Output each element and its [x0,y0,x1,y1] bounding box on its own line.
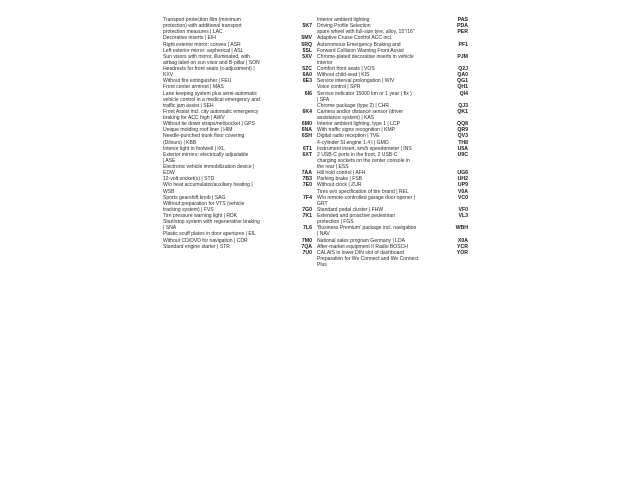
option-description-line: Needle-punched trunk floor covering [163,133,245,140]
option-description-line: Unique molding roof liner | HIM [163,127,233,134]
option-entry [163,109,310,121]
option-description-line: protection measures | LAC [163,29,223,36]
option-code: 7M0 [301,237,312,244]
option-description-line: Forward Collision Warning Front Assist [317,47,404,54]
option-description [163,17,310,35]
option-description-line: Comfort front seats | VOS [317,66,375,72]
option-description-line: Standard engine starter | STR [163,243,230,250]
option-code-right: PF1 [458,41,468,48]
option-description [163,244,310,250]
option-entry [296,109,468,121]
option-code-right: QV3 [457,133,468,140]
option-code-right: QR9 [457,127,468,134]
option-code-right: UP9 [457,182,468,189]
option-description-line: Left exterior mirror: aspherical | ASL [163,47,244,54]
option-code-right: QQ8 [457,121,468,128]
option-description-line: Sports gearshift knob | SAG [163,194,226,201]
option-description [163,182,310,194]
option-description-line: Without preparation for VTS (vehicle [163,200,245,207]
option-description [163,164,310,176]
option-description-line: Extended and proactive pedestrian [317,213,396,219]
option-description-line: Camera and/or distance sensor (driver [317,108,404,115]
option-code-right: VF0 [458,206,468,213]
option-description-line: Chrome package (type 2) | CHR [317,102,389,109]
option-code: 5ZC [302,66,312,72]
option-entry [163,164,310,176]
option-description-line: | SFA [317,96,330,103]
option-entry [163,152,310,164]
option-code: 7B3 [302,176,312,183]
option-description-line: | ASE [163,157,176,164]
option-description-line: Without child-seat | KIS [317,72,370,79]
option-description-line: Without CD/DVD for navigation | CDR [163,237,248,244]
option-description-line: Sun visors with mirror, illuminated, with [163,53,250,60]
option-description-line: W/o remote-controlled garage door opener | [317,194,416,201]
option-description-line: protection) with additional transport [163,23,242,30]
option-description-line: Front center armrest | MAS [163,84,224,91]
option-code-right: YOR [456,249,468,256]
option-description-line: Electronic vehicle immobilization device | [163,164,255,170]
option-code-right: VL3 [458,213,468,219]
option-description-line: Driving Profile Selection [317,23,371,30]
option-description-line: Instrument insert, km/h speedometer | INS [317,145,412,152]
option-code: 6T1 [303,145,312,152]
option-description-line: After-market equipment II Radio BOSCH [317,243,408,250]
option-code-right: V0A [457,188,468,195]
option-code-right: Q2J [458,66,468,72]
option-entry [163,244,310,250]
option-description-line: Without clock | ZUR [317,182,362,189]
option-description [317,195,448,207]
option-code-right: PER [457,29,468,36]
option-entry [296,54,468,66]
option-code: 7K1 [302,213,312,219]
option-description-line: | SNA [163,225,177,232]
option-code: 6K4 [302,108,312,115]
option-code: 7G0 [302,206,312,213]
option-entry [163,201,310,213]
option-description-line: Right exterior mirror: convex | ASR [163,41,241,48]
option-description-line: traffic jam assist | SEH [163,102,214,109]
option-entry [296,152,468,170]
option-description-line: Digital radio reception | TVE [317,133,380,140]
option-description [317,91,448,103]
option-code: 6I6 [304,90,312,97]
option-code-right: PDA [457,23,468,30]
option-description-line: National sales program Germany | LDA [317,237,405,244]
option-description-line: GRT [317,200,328,207]
option-code: 6SH [301,133,312,140]
option-description-line: EDW [163,170,175,177]
option-description-line: 2 USB-C ports in the front, 2 USB-C [317,151,398,158]
option-description [163,54,310,66]
option-code-right: QI4 [459,90,468,97]
option-code: 5MV [301,35,312,42]
option-code-right: UG6 [457,170,468,177]
option-code-right: VC0 [457,194,468,201]
option-code-right: QH1 [457,84,468,91]
option-code-right: TH8 [458,139,468,146]
option-code: 7U0 [302,249,312,256]
option-code-right: QG1 [457,78,468,85]
option-code-right: PJM [457,53,468,60]
option-description-line: Interior ambient lighting [317,17,370,23]
option-code-right: X0A [457,237,468,244]
option-description [317,109,448,121]
option-description [317,213,448,225]
option-description-line: W/o heat accumulator/auxiliary heating | [163,182,253,189]
option-description-line: Adaptive Cruise Control ACC incl. [317,35,393,42]
option-description-line: protection | FGS [317,219,354,226]
option-description-line: Transport protection film (minimum [163,17,241,23]
option-description [163,91,310,109]
option-description-line: | NAV [317,231,330,238]
option-description-line: charging sockets on the center console in [317,157,410,164]
option-description-line: Service indicator 15000 km or 1 year ( fix ) [317,90,412,97]
option-description-line: interior [317,59,333,66]
option-code-right: QK1 [457,108,468,115]
option-description-line: Front Assist incl. city automatic emergency [163,108,259,115]
option-code: 7F4 [303,194,312,201]
option-description-line: CALAIS in lower DIN slot of dashboard [317,249,404,256]
option-code-right: PAS [457,17,468,23]
option-description-line: vehicle control in a medical emergency and [163,96,260,103]
option-code-right: WBH [455,225,468,232]
option-code-right: U9C [457,151,468,158]
option-entry [163,219,310,231]
option-code: 5XV [302,53,312,60]
option-description [163,66,310,78]
option-description-line: Without tie down straps/net/pocket | GPS [163,121,255,128]
option-description [163,152,310,164]
option-description-line: Interior light in footwell | IXL [163,145,225,152]
option-description-line: KXV [163,72,174,79]
option-description-line: Hill hold control | AFH [317,170,366,177]
option-description-line: airbag label on sun visor and B-pillar | SON [163,59,260,66]
option-description-line: 'Business Premium' package incl. navigation [317,225,417,232]
option-description-line: Tire pressure warning light | RDK [163,213,238,219]
option-description-line: Exterior mirrors: electrically adjustable [163,151,249,158]
option-entry [163,182,310,194]
option-description [163,109,310,121]
option-description [163,133,310,145]
option-code: 6A0 [302,72,312,79]
option-description-line: Voice control | SPR [317,84,361,91]
option-description-line: Interior ambient lighting, type 1 | LCP [317,121,400,128]
option-description-line: assistance system) | KAS [317,115,375,121]
option-description-line: 12-volt socket(s) | STD [163,176,215,183]
option-description-line: Decorative inserts | EIH [163,35,216,42]
option-entry [296,91,468,103]
option-description-line: Parking brake | FSB [317,176,363,183]
right-option-column [296,17,468,268]
option-description-line: the rear | ESS [317,164,349,170]
option-description-line: Plus [317,262,327,268]
option-description-line: 4-cylinder SI engine 1.4 l | GMO [317,139,389,146]
option-entry [163,91,310,109]
left-option-column [163,17,310,250]
option-entry [163,133,310,145]
option-code: 7AA [301,170,312,177]
option-description-line: Autonomous Emergency Braking and [317,41,401,48]
option-description-line: braking for ACC high | AWV [163,115,225,121]
option-code-right: QA0 [457,72,468,79]
option-code-right: YCR [457,243,468,250]
option-description-line: Start/stop system with regenerative braking [163,219,260,226]
option-code-right: U5A [457,145,468,152]
option-code: 5K7 [302,23,312,30]
option-description-line: Service interval prolongation | WIV [317,78,395,85]
option-entry [163,17,310,35]
option-description-line: With traffic signs recognition | KMP [317,127,396,134]
option-entry [296,195,468,207]
option-description [163,201,310,213]
option-code: 6M0 [301,121,312,128]
option-description-line: (Dilours) | KBB [163,139,197,146]
option-code: 6NA [301,127,312,134]
option-description-line: Headrests for front seats (x-adjustment) | [163,66,255,72]
option-entry [296,213,468,225]
option-code: 7E0 [302,182,312,189]
option-description-line: Plastic scuff plates in door apertures | EIL [163,231,256,238]
option-code: 7QA [301,243,312,250]
option-description-line: Without fire extinguisher | FEU [163,78,232,85]
option-entry [163,66,310,78]
option-description-line: Standard pedal cluster | FHW [317,206,384,213]
option-entry [296,250,468,268]
option-description-line: Chrome-plated decorative inserts in vehicle [317,53,414,60]
option-code: 7L6 [303,225,312,232]
option-code: 5SL [302,47,312,54]
option-description-line: Tires w/o specification of tire brand | REL [317,188,409,195]
option-description-line: Lane keeping system plus semi-automatic [163,90,257,97]
option-description [317,225,448,237]
option-entry [296,225,468,237]
option-description [317,152,448,170]
option-description-line: tracking system) | FVS [163,206,214,213]
option-description-line: Preparation for We Connect and We Connect [317,255,419,262]
option-description [163,219,310,231]
option-description-line: WSB [163,188,175,195]
option-code-right: UH2 [457,176,468,183]
option-code: 6E3 [302,78,312,85]
option-code: 5RQ [301,41,312,48]
option-description [317,250,448,268]
option-code: 6XT [302,151,312,158]
option-entry [163,54,310,66]
option-code-right: QJ3 [458,102,468,109]
option-description [317,54,448,66]
option-description-line: spare wheel with full-size tyre, alloy, 15"/16" [317,29,415,36]
